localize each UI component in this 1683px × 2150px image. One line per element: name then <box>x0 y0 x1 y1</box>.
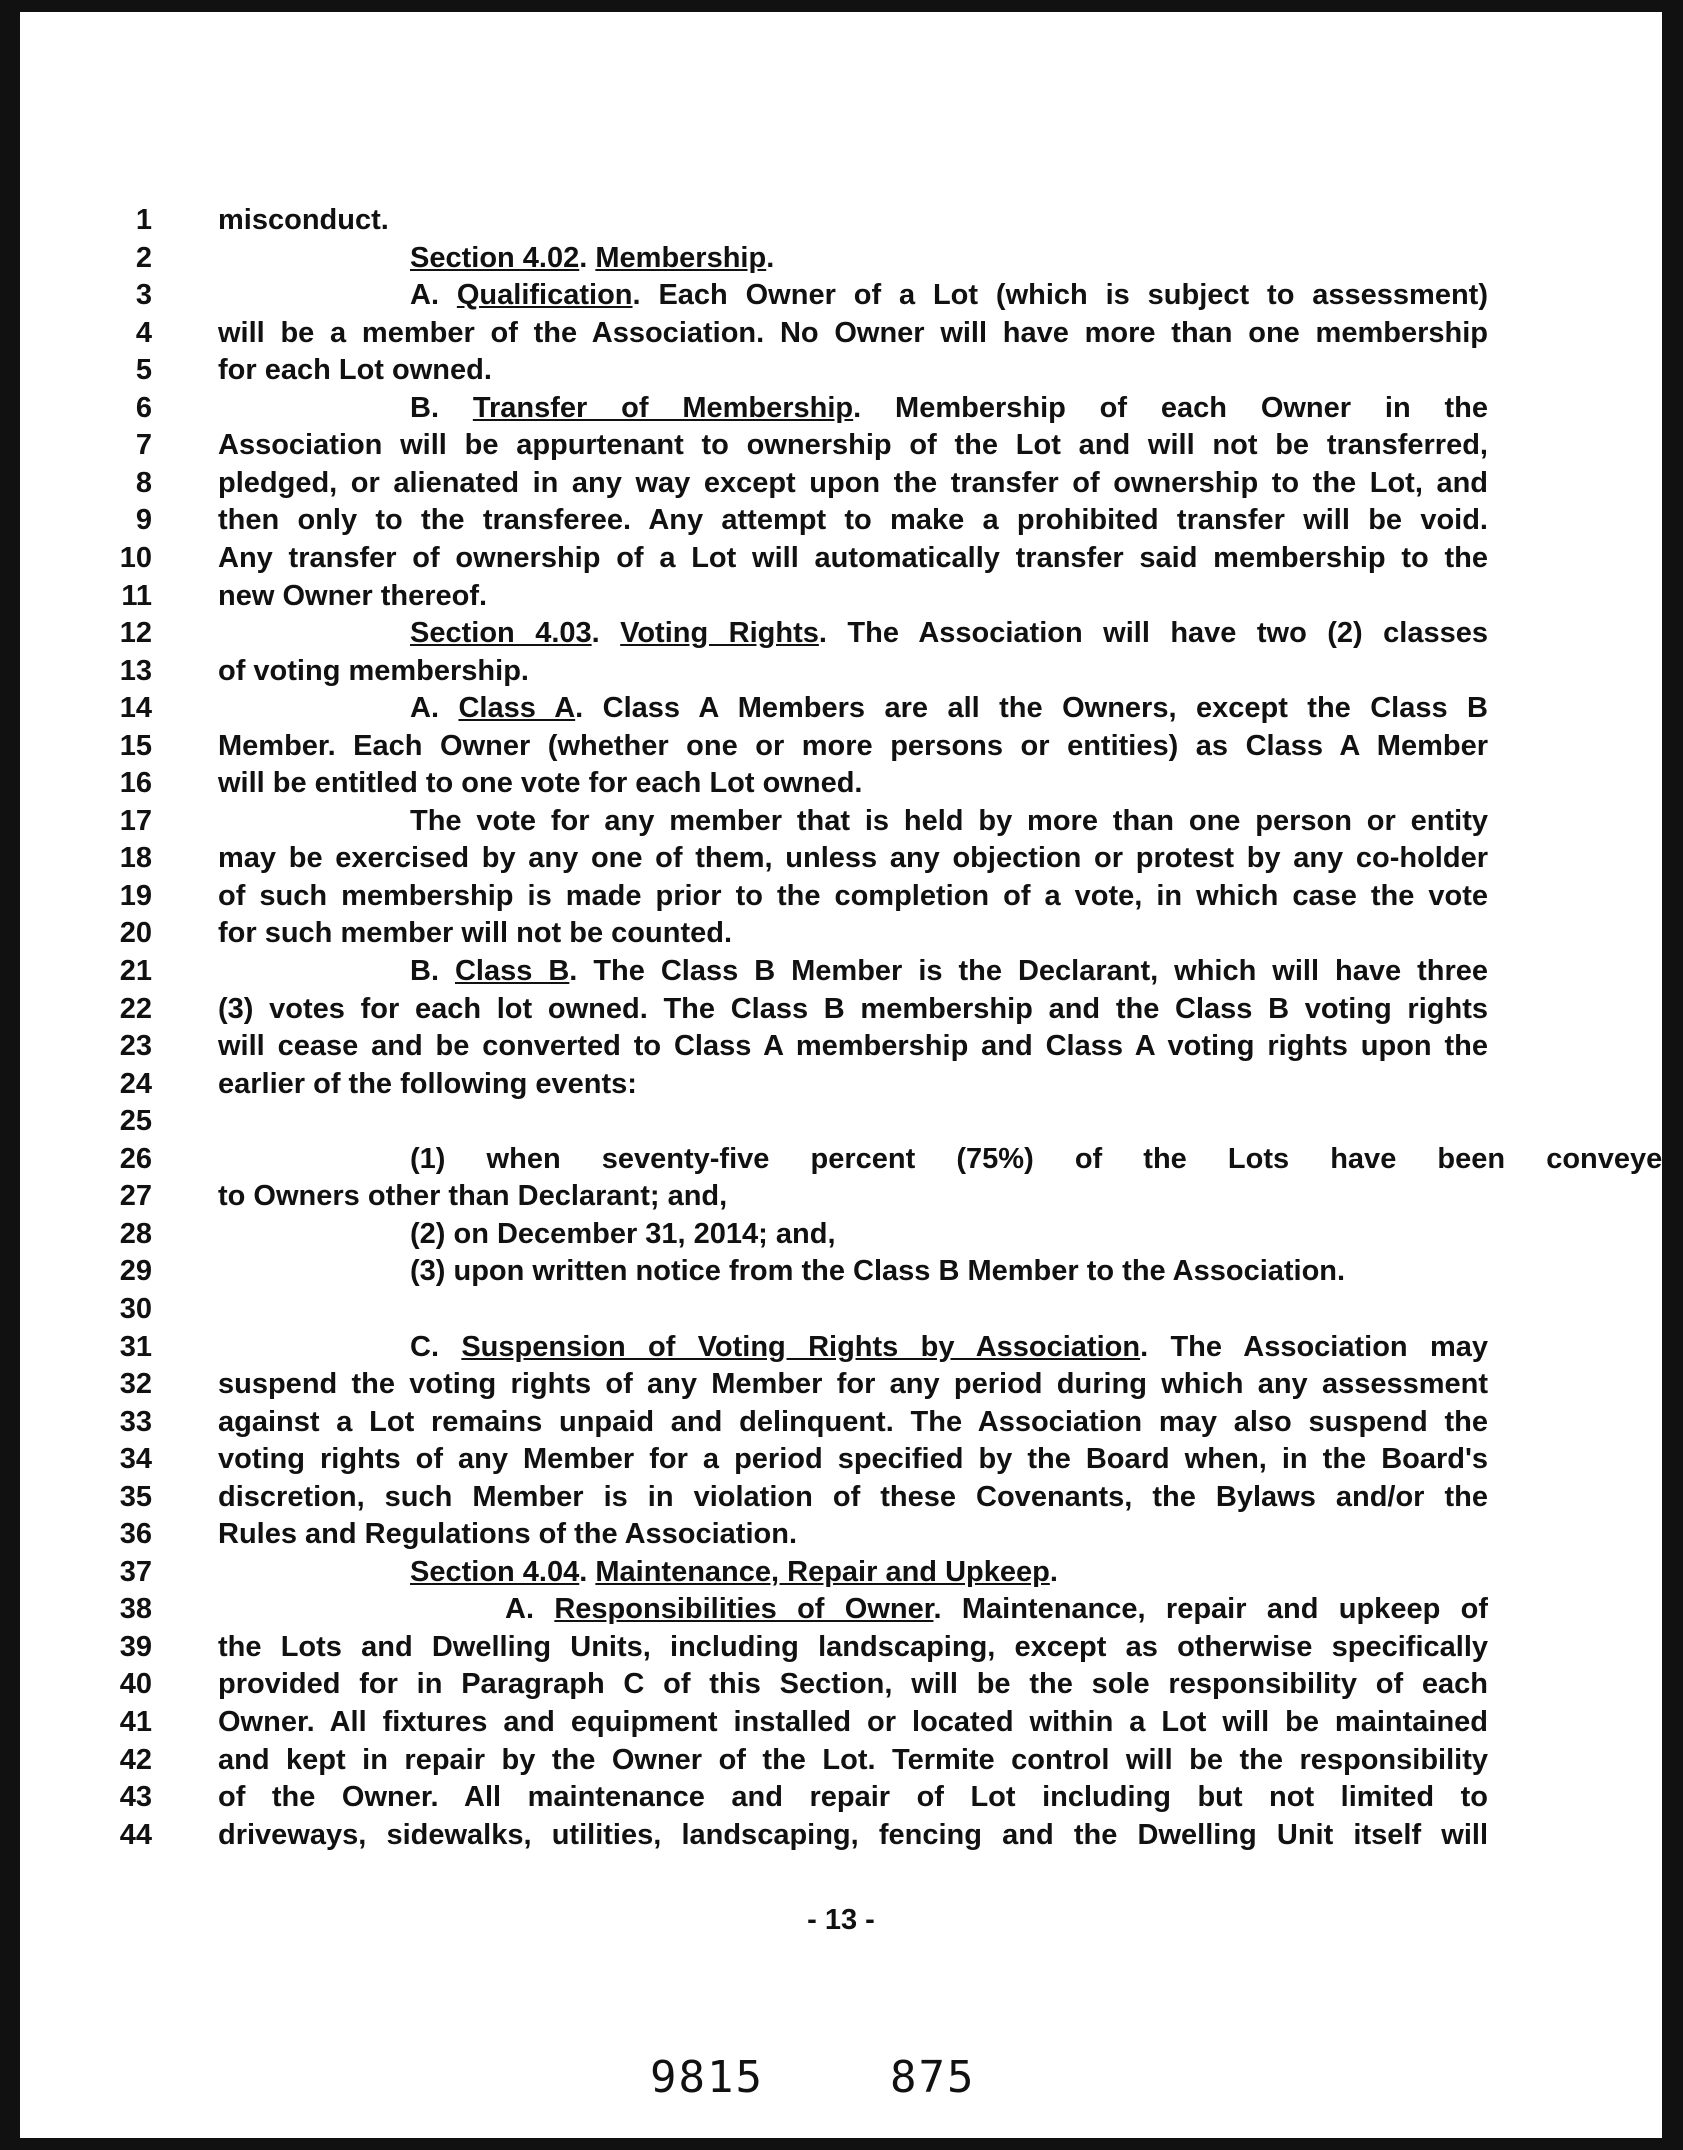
line-number: 15 <box>119 729 152 762</box>
underlined-heading: Section 4.03 <box>410 617 592 650</box>
document-line <box>20 352 1662 390</box>
document-stamp-number: 875 <box>890 2052 976 2103</box>
text-run: (3) votes for each lot owned. The Class B membership and the Class B voting rights <box>218 992 1488 1025</box>
document-line <box>20 202 1662 240</box>
document-line <box>20 1028 1662 1066</box>
document-line <box>20 1329 1662 1367</box>
document-line <box>20 1291 1662 1329</box>
document-line <box>20 728 1662 766</box>
line-text <box>218 1704 1488 1740</box>
document-line <box>20 840 1662 878</box>
text-run: and kept in repair by the Owner of the Lot. Termite control will be the responsibility <box>218 1743 1488 1776</box>
text-run: . Class A Members are all the Owners, except the Class B <box>575 692 1488 725</box>
document-line <box>20 1066 1662 1104</box>
underlined-heading: Membership <box>595 241 767 274</box>
document-line <box>20 653 1662 691</box>
line-text <box>218 1742 1488 1778</box>
text-run: Rules and Regulations of the Association. <box>218 1518 797 1551</box>
line-text <box>218 1479 1488 1515</box>
document-line <box>20 277 1662 315</box>
line-text <box>218 1366 1488 1402</box>
line-number: 43 <box>119 1781 152 1814</box>
text-run: C. <box>410 1330 462 1363</box>
line-text <box>410 953 1488 989</box>
document-stamp-number: 9815 <box>650 2052 764 2103</box>
line-text <box>410 1216 1680 1252</box>
text-run: discretion, such Member is in violation of these Covenants, the Bylaws and/or the <box>218 1480 1488 1513</box>
line-text <box>218 1666 1488 1702</box>
line-number: 20 <box>119 917 152 950</box>
document-line <box>20 315 1662 353</box>
line-text <box>218 1817 1488 1853</box>
document-line <box>20 1666 1662 1704</box>
line-number: 29 <box>119 1255 152 1288</box>
line-number: 41 <box>119 1706 152 1738</box>
line-text <box>218 1404 1488 1440</box>
line-number: 38 <box>119 1593 152 1626</box>
text-run: . <box>1049 1555 1058 1588</box>
line-number: 6 <box>135 391 152 424</box>
line-text <box>218 1516 1488 1552</box>
line-number: 32 <box>119 1368 152 1401</box>
line-text <box>410 240 1488 276</box>
text-run: Association will be appurtenant to ownership of the Lot and will not be transferred, <box>218 429 1488 462</box>
text-run: will cease and be converted to Class A membership and Class A voting rights upon the <box>218 1030 1488 1063</box>
document-line <box>20 1366 1662 1404</box>
line-text <box>218 915 1488 951</box>
document-line <box>20 1554 1662 1592</box>
line-number: 12 <box>119 617 152 650</box>
text-run: against a Lot remains unpaid and delinquent. The Association may also suspend the <box>218 1405 1488 1438</box>
text-run: misconduct. <box>218 204 389 236</box>
line-number: 13 <box>119 654 152 687</box>
line-number: 11 <box>121 579 152 612</box>
line-number: 33 <box>119 1405 152 1438</box>
line-number: 7 <box>135 429 152 462</box>
document-line <box>20 615 1662 653</box>
text-run: . Each Owner of a Lot (which is subject to assessment) <box>632 279 1488 312</box>
text-run: new Owner thereof. <box>218 579 488 612</box>
document-line <box>20 803 1662 841</box>
line-text <box>410 615 1488 651</box>
line-number: 24 <box>119 1067 152 1100</box>
line-text <box>410 1329 1488 1365</box>
line-number: 44 <box>119 1818 152 1851</box>
text-run: . <box>766 241 775 274</box>
line-text <box>410 803 1488 839</box>
line-number: 4 <box>135 316 152 349</box>
line-text <box>218 765 1488 801</box>
text-run: B. <box>410 955 455 987</box>
document-line <box>20 953 1662 991</box>
line-text <box>218 427 1488 463</box>
text-run: (2) on December 31, 2014; and, <box>410 1217 836 1250</box>
line-number: 26 <box>119 1142 152 1175</box>
line-number: 35 <box>119 1480 152 1513</box>
line-number: 25 <box>119 1105 152 1138</box>
document-line <box>20 502 1662 540</box>
line-number: 16 <box>119 767 152 800</box>
text-run: will be a member of the Association. No Owner will have more than one membership <box>218 316 1488 349</box>
underlined-heading: Responsibilities of Owner <box>554 1593 934 1626</box>
line-number: 30 <box>119 1292 152 1325</box>
line-text <box>218 1066 1488 1102</box>
text-run: of the Owner. All maintenance and repair of Lot including but not limited to <box>218 1781 1488 1814</box>
text-run: . The Class B Member is the Declarant, which will have three <box>569 955 1488 987</box>
document-line <box>20 690 1662 728</box>
line-number: 14 <box>119 692 152 725</box>
line-number: 10 <box>119 541 152 574</box>
line-text <box>410 1253 1680 1289</box>
document-line <box>20 915 1662 953</box>
text-run: . The Association may <box>1140 1330 1488 1363</box>
line-number: 2 <box>135 241 152 274</box>
line-number: 17 <box>119 804 152 837</box>
document-line <box>20 465 1662 503</box>
line-text <box>218 1779 1488 1815</box>
text-run: A. <box>505 1593 555 1626</box>
underlined-heading: Section 4.02 <box>410 241 580 274</box>
line-number: 37 <box>119 1555 152 1588</box>
line-text <box>218 840 1488 876</box>
document-line <box>20 1178 1662 1216</box>
document-line <box>20 1629 1662 1667</box>
line-number: 34 <box>119 1443 152 1476</box>
text-run: A. <box>410 279 457 312</box>
text-run: to Owners other than Declarant; and, <box>218 1180 728 1213</box>
line-number: 27 <box>119 1180 152 1213</box>
underlined-heading: Section 4.04 <box>410 1555 580 1588</box>
document-line <box>20 765 1662 803</box>
line-number: 23 <box>119 1030 152 1063</box>
document-line <box>20 1441 1662 1479</box>
line-text <box>410 277 1488 313</box>
text-run: Any transfer of ownership of a Lot will automatically transfer said membership to the <box>218 541 1488 574</box>
underlined-heading: Class A <box>458 692 576 725</box>
document-line <box>20 240 1662 278</box>
line-text <box>218 502 1488 538</box>
underlined-heading: Class B <box>454 955 570 987</box>
line-text <box>218 578 1488 614</box>
text-run: . <box>579 241 596 274</box>
underlined-heading: Maintenance, Repair and Upkeep <box>595 1555 1050 1588</box>
text-run: (1) when seventy-five percent (75%) of the Lots have been conveyed <box>410 1142 1680 1175</box>
text-run: The vote for any member that is held by more than one person or entity <box>410 804 1488 837</box>
line-number: 5 <box>135 354 152 387</box>
line-text <box>218 1178 1488 1214</box>
document-line <box>20 1253 1662 1291</box>
text-run: . The Association will have two (2) classes <box>818 617 1488 650</box>
line-number: 39 <box>119 1630 152 1663</box>
text-run: of such membership is made prior to the completion of a vote, in which case the vote <box>218 879 1488 912</box>
document-line <box>20 1591 1662 1629</box>
text-run: the Lots and Dwelling Units, including landscaping, except as otherwise specifically <box>218 1630 1488 1663</box>
line-number: 22 <box>119 992 152 1025</box>
underlined-heading: Transfer of Membership <box>472 391 854 424</box>
underlined-heading: Suspension of Voting Rights by Association <box>461 1330 1141 1363</box>
text-run: . Membership of each Owner in the <box>853 391 1488 424</box>
line-text <box>218 1629 1488 1665</box>
text-run: pledged, or alienated in any way except upon the transfer of ownership to the Lot, and <box>218 466 1488 499</box>
document-line <box>20 1141 1680 1179</box>
text-run: for such member will not be counted. <box>218 917 732 950</box>
line-text <box>410 390 1488 426</box>
document-line <box>20 1216 1662 1254</box>
document-line <box>20 991 1662 1029</box>
line-text <box>218 653 1488 689</box>
text-run: . <box>579 1555 596 1588</box>
text-run: then only to the transferee. Any attempt to make a prohibited transfer will be void. <box>218 504 1488 537</box>
line-text <box>218 878 1488 914</box>
text-run: may be exercised by any one of them, unless any objection or protest by any co-holder <box>218 842 1488 875</box>
line-number: 28 <box>119 1217 152 1250</box>
text-run: B. <box>410 391 473 424</box>
line-text <box>218 540 1488 576</box>
document-line <box>20 1817 1662 1855</box>
text-run: (3) upon written notice from the Class B Member to the Association. <box>410 1255 1346 1288</box>
line-text <box>218 991 1488 1027</box>
text-run: . <box>591 617 621 650</box>
line-number: 40 <box>119 1668 152 1701</box>
document-line <box>20 427 1662 465</box>
text-run: provided for in Paragraph C of this Section, will be the sole responsibility of each <box>218 1668 1488 1701</box>
line-text <box>218 1028 1488 1064</box>
document-line <box>20 1404 1662 1442</box>
text-run: driveways, sidewalks, utilities, landscaping, fencing and the Dwelling Unit itself will <box>218 1818 1488 1851</box>
document-line <box>20 540 1662 578</box>
line-number: 1 <box>135 204 152 236</box>
text-run: Member. Each Owner (whether one or more persons or entities) as Class A Member <box>218 729 1488 762</box>
document-page <box>20 12 1680 2138</box>
line-text <box>410 1141 1680 1177</box>
text-run: Owner. All fixtures and equipment installed or located within a Lot will be maintained <box>218 1706 1488 1738</box>
document-line <box>20 390 1662 428</box>
text-run: of voting membership. <box>218 654 529 687</box>
document-line <box>20 1742 1662 1780</box>
text-run: . Maintenance, repair and upkeep of <box>933 1593 1488 1626</box>
line-text <box>505 1591 1488 1627</box>
underlined-heading: Qualification <box>456 279 633 312</box>
text-run: suspend the voting rights of any Member for any period during which any assessment <box>218 1368 1488 1401</box>
line-number: 18 <box>119 842 152 875</box>
text-run: earlier of the following events: <box>218 1067 637 1100</box>
document-line <box>20 578 1662 616</box>
line-number: 8 <box>135 466 152 499</box>
text-run: A. <box>410 692 459 725</box>
line-number: 31 <box>119 1330 152 1363</box>
document-line <box>20 1103 1662 1141</box>
document-line <box>20 878 1662 916</box>
line-number: 21 <box>119 955 152 987</box>
line-number: 42 <box>119 1743 152 1776</box>
text-run: for each Lot owned. <box>218 354 492 387</box>
line-text <box>218 465 1488 501</box>
line-text <box>218 315 1488 351</box>
document-line <box>20 1516 1662 1554</box>
line-text <box>410 1554 1488 1590</box>
underlined-heading: Voting Rights <box>620 617 819 650</box>
text-run: will be entitled to one vote for each Lot owned. <box>218 767 863 800</box>
line-number: 3 <box>135 279 152 312</box>
document-line <box>20 1704 1662 1742</box>
line-number: 9 <box>135 504 152 537</box>
document-line <box>20 1779 1662 1817</box>
line-text <box>218 352 1488 388</box>
line-text <box>218 1441 1488 1477</box>
line-text <box>410 690 1488 726</box>
line-number: 19 <box>119 879 152 912</box>
document-line <box>20 1479 1662 1517</box>
line-number: 36 <box>119 1518 152 1551</box>
text-run: voting rights of any Member for a period specified by the Board when, in the Board's <box>218 1443 1488 1476</box>
page-number: - 13 - <box>807 1904 875 1936</box>
line-text <box>218 202 1488 238</box>
line-text <box>218 728 1488 764</box>
